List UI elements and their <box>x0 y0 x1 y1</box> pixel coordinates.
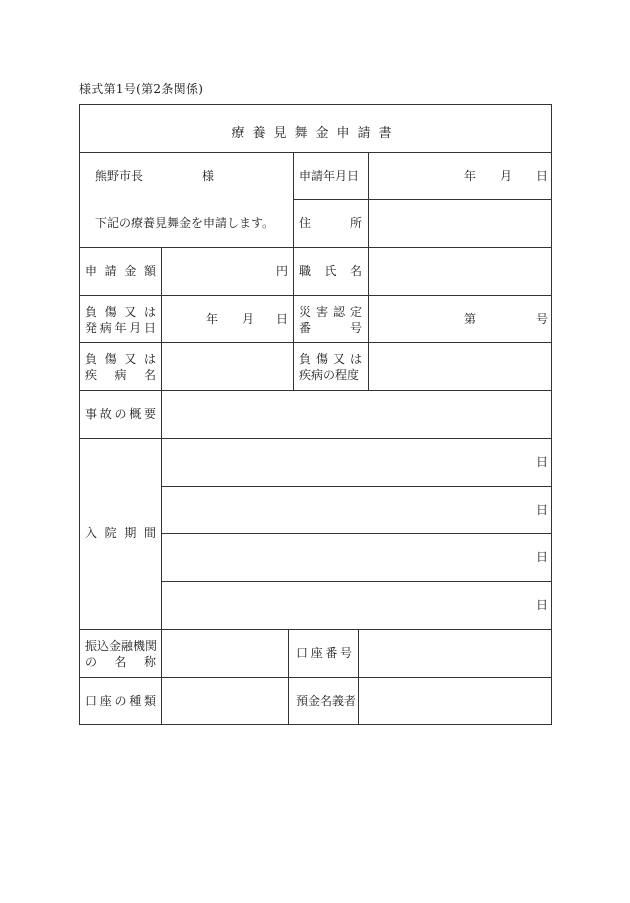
hospital-period-label: 入 院 期 間 <box>85 526 156 540</box>
hospital-row-day-unit: 日 <box>536 455 549 469</box>
apply-month-unit: 月 <box>500 169 513 183</box>
disaster-no-label-line1: 災 害 認 定 <box>299 305 362 319</box>
col-divider <box>293 152 294 391</box>
col-divider <box>368 152 369 391</box>
col-divider <box>161 342 162 725</box>
border-left <box>79 104 80 725</box>
injury-year-unit: 年 <box>206 312 219 326</box>
col-divider <box>161 247 162 343</box>
row-divider <box>79 295 552 296</box>
severity-label-line2: 疾病の程度 <box>299 368 360 382</box>
hospital-row-day-unit: 日 <box>536 550 549 564</box>
statement: 下記の療養見舞金を申請します。 <box>95 216 275 230</box>
number-suffix: 号 <box>536 312 549 326</box>
injury-month-unit: 月 <box>242 312 255 326</box>
row-divider <box>79 677 552 678</box>
severity-label-line1: 負 傷 又 は <box>299 352 362 366</box>
row-divider <box>79 247 552 248</box>
address-label: 住 所 <box>299 216 362 230</box>
row-divider <box>79 390 552 391</box>
apply-date-label: 申請年月日 <box>299 169 360 183</box>
bank-label-line1: 振込金融機関 <box>85 639 158 653</box>
form-code: 様式第1号(第2条関係) <box>79 82 204 96</box>
row-divider <box>161 533 552 534</box>
row-divider <box>79 342 552 343</box>
account-holder-label: 預金名義者 <box>296 694 357 708</box>
col-divider <box>288 629 289 725</box>
number-prefix: 第 <box>464 312 477 326</box>
border-top <box>79 104 552 105</box>
border-bottom <box>79 724 552 725</box>
disaster-no-label-line2: 番 号 <box>299 321 362 335</box>
account-number-label: 口 座 番 号 <box>296 646 352 660</box>
row-divider <box>161 581 552 582</box>
addressee: 熊野市長 <box>95 169 144 183</box>
injury-date-label-line1: 負 傷 又 は <box>85 305 156 319</box>
hospital-row-day-unit: 日 <box>536 598 549 612</box>
form-title: 療養見舞金申請書 <box>231 126 400 141</box>
apply-year-unit: 年 <box>464 169 477 183</box>
row-divider <box>161 486 552 487</box>
row-divider <box>293 199 552 200</box>
row-divider <box>79 438 552 439</box>
apply-day-unit: 日 <box>536 169 549 183</box>
col-divider <box>358 629 359 725</box>
bank-label-line2: の 名 称 <box>85 655 156 669</box>
injury-date-label-line2: 発 病 年 月 日 <box>85 321 156 335</box>
injury-name-label-line1: 負 傷 又 は <box>85 352 156 366</box>
hospital-row-day-unit: 日 <box>536 503 549 517</box>
accident-summary-label: 事 故 の 概 要 <box>85 407 156 421</box>
honorific: 様 <box>202 169 215 183</box>
border-right <box>551 104 552 725</box>
row-divider <box>79 629 552 630</box>
row-divider <box>79 152 552 153</box>
injury-day-unit: 日 <box>276 312 289 326</box>
yen-unit: 円 <box>276 264 289 278</box>
injury-name-label-line2: 疾 病 名 <box>85 368 156 382</box>
account-type-label: 口 座 の 種 類 <box>85 694 156 708</box>
amount-label: 申 請 金 額 <box>85 264 156 278</box>
job-name-label: 職 氏 名 <box>299 264 362 278</box>
